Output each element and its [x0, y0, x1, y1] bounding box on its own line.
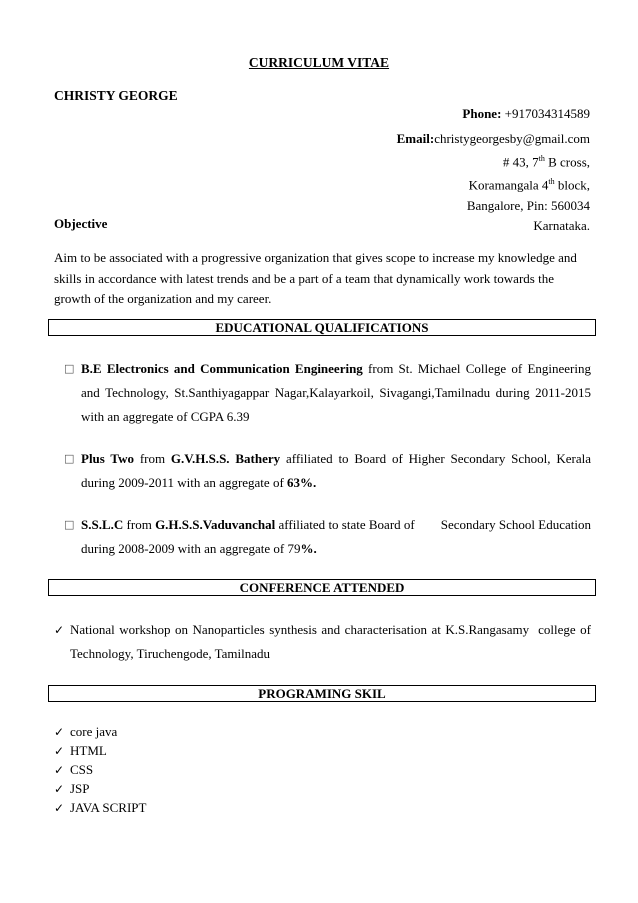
skill-item: ✓ JSP [54, 779, 90, 799]
checkmark-icon: ✓ [54, 782, 65, 796]
checkmark-icon: ✓ [54, 801, 65, 815]
education-item: □ Plus Two from G.V.H.S.S. Bathery affiliated to Board of Higher Secondary School, Kerala during 2009-2011 with an aggregate of 63%. [64, 447, 591, 495]
document-title: CURRICULUM VITAE [248, 55, 390, 70]
address-line-4: Karnataka. [533, 217, 590, 233]
checkmark-icon: ✓ [54, 763, 65, 777]
skill-item: ✓ core java [54, 722, 117, 742]
skills-section-header: PROGRAMING SKIL [48, 685, 596, 702]
degree: B.E Electronics and Communication Engineering [81, 361, 363, 376]
email-label: Email: [396, 131, 435, 146]
conference-section-header: CONFERENCE ATTENDED [48, 579, 596, 596]
bullet-icon: □ [64, 362, 75, 375]
bullet-icon: □ [64, 452, 75, 465]
school: G.H.S.S.Vaduvanchal [155, 517, 276, 532]
skill-item: ✓ CSS [54, 760, 93, 780]
skill-item: ✓ JAVA SCRIPT [54, 798, 146, 818]
phone-line [462, 104, 590, 124]
email-address: christygeorgesby@gmail.com [434, 131, 590, 146]
phone-label: Phone: [462, 106, 502, 121]
degree: Plus Two [81, 451, 135, 466]
skill-item: ✓ HTML [54, 741, 107, 761]
address-line-1: # 43, 7th B cross, [502, 154, 590, 170]
conference-text: National workshop on Nanoparticles synthesis and characterisation at K.S.Rangasamy college of Technology, Tiruchengode, Tamilnadu [70, 622, 591, 661]
objective-text: Aim to be associated with a progressive organization that gives scope to increase my knowledge and skills in accordance with latest trends and be a part of a team that dynamically work towards the growth of the organization and my career. [54, 250, 577, 306]
address-line-3: Bangalore, Pin: 560034 [466, 197, 590, 213]
checkmark-icon: ✓ [54, 623, 65, 637]
address-block [397, 129, 590, 236]
phone-number: +917034314589 [501, 106, 590, 121]
bullet-icon: □ [64, 518, 75, 531]
school: G.V.H.S.S. Bathery [170, 451, 281, 466]
email-line [397, 129, 590, 149]
education-section-header: EDUCATIONAL QUALIFICATIONS [48, 319, 596, 336]
address-line-2: Koramangala 4th block, [468, 177, 590, 193]
score: %. [300, 541, 317, 556]
conference-item [54, 618, 591, 666]
education-item: □ S.S.L.C from G.H.S.S.Vaduvanchal affiliated to state Board of Secondary School Education during 2008-2009 with an aggregate of 79%. [64, 513, 591, 561]
checkmark-icon: ✓ [54, 744, 65, 758]
degree: S.S.L.C [81, 517, 124, 532]
education-item: □ B.E Electronics and Communication Engineering from St. Michael College of Engineering and Technology, St.Santhiyagappar Nagar,Kalayarkoil, Sivagangi,Tamilnadu during 2011-2015 with an aggregate of CGPA 6.39 [64, 357, 591, 429]
score: 63%. [287, 475, 317, 490]
candidate-name: CHRISTY GEORGE [54, 88, 178, 103]
objective-heading: Objective [54, 216, 108, 231]
checkmark-icon: ✓ [54, 725, 65, 739]
